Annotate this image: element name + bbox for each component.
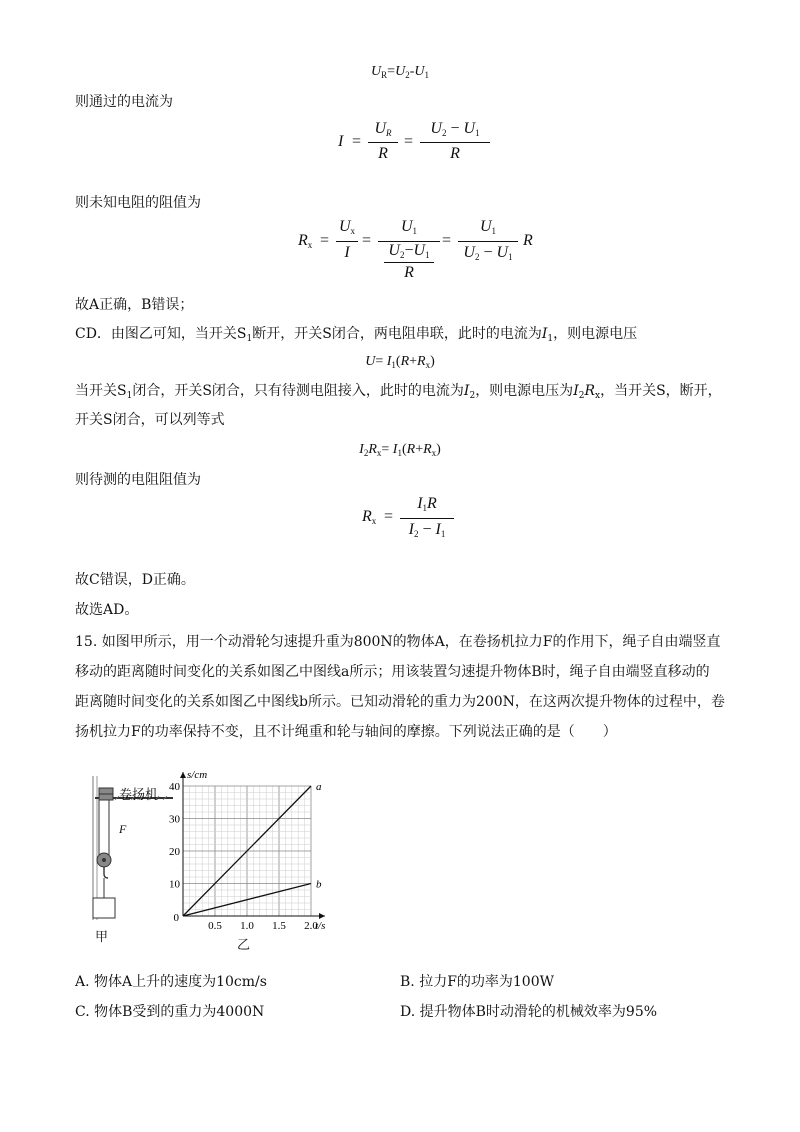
x-tick-label: 1.5 xyxy=(272,920,286,932)
answer: 故选AD。 xyxy=(75,602,139,618)
x-tick-label: 2.0 xyxy=(304,920,318,932)
chart-caption: 乙 xyxy=(237,938,251,953)
figure-yi xyxy=(165,760,350,952)
y-tick-label: 20 xyxy=(169,846,180,858)
paragraph-resistance-intro: 则未知电阻的阻值为 xyxy=(75,195,201,211)
origin-label: 0 xyxy=(173,912,179,924)
equation-i2rx: $I_2R_x= I_1(R+R_x)$ xyxy=(359,442,441,458)
choice-c[interactable]: C. 物体B受到的重力为4000N xyxy=(75,1004,265,1020)
question-15-line1: 15. 如图甲所示，用一个动滑轮匀速提升重为800N的物体A，在卷扬机拉力F的作用下，绳子自由端竖直 xyxy=(75,634,721,650)
choice-a[interactable]: A. 物体A上升的速度为10cm/s xyxy=(75,974,267,990)
paragraph-p2-line1: 当开关$S_1$闭合，开关S闭合，只有待测电阻接入，此时的电流为$I_2$，则电源电压为$I_2R_x$，当开关S，断开， xyxy=(75,383,722,401)
y-tick-label: 10 xyxy=(169,878,180,891)
equation-rx-tail: R xyxy=(523,232,533,249)
question-15-line4: 扬机拉力F的功率保持不变，且不计绳重和轮与轴间的摩擦。下列说法正确的是（ ） xyxy=(75,724,617,740)
force-label: F xyxy=(119,822,127,836)
equation-rx-final: $R_x$ = $I_1R$ $I_2 - I_1$ xyxy=(360,495,460,545)
y-tick-label: 40 xyxy=(169,781,180,793)
conclusion-ab: 故A正确，B错误； xyxy=(75,297,194,313)
figure-jia-caption: 甲 xyxy=(95,930,109,945)
equation-u: $U= I_1(R+R_x)$ xyxy=(365,354,435,370)
equation-current: I = $U_R$ R = $U_2 - U_1$ R xyxy=(330,118,490,168)
question-15-line3: 距离随时间变化的关系如图乙中图线b所示。已知动滑轮的重力为200N，在这两次提升物体的过程中，卷 xyxy=(75,694,725,710)
conclusion-cd: 故C错误，D正确。 xyxy=(75,572,195,588)
y-tick-label: 30 xyxy=(169,813,180,826)
figure-jia xyxy=(85,770,175,950)
question-15-line2: 移动的距离随时间变化的关系如图乙中图线a所示；用该装置匀速提升物体B时，绳子自由端竖直移动的 xyxy=(75,664,710,680)
winch-label: 卷扬机 xyxy=(119,788,159,803)
x-axis-arrow-icon xyxy=(319,913,325,919)
equation-rx-derivation: $R_x$ = $U_x$ I = $U_1$ $U_2-U_1$ R = $U_1$ $U_2 - U_1$ xyxy=(296,218,516,288)
equation-ur: $U_R=U_2-U_1$ xyxy=(371,64,429,80)
series-label-b: b xyxy=(316,878,322,891)
paragraph-p2-line2: 开关S闭合，可以列等式 xyxy=(75,412,225,428)
paragraph-current-intro: 则通过的电流为 xyxy=(75,94,173,110)
s-t-chart xyxy=(165,760,350,935)
paragraph-measured-intro: 则待测的电阻阻值为 xyxy=(75,472,201,488)
choice-b[interactable]: B. 拉力F的功率为100W xyxy=(400,974,555,990)
x-tick-label: 0.5 xyxy=(208,920,222,932)
object-box xyxy=(93,898,115,918)
series-label-a: a xyxy=(316,781,322,793)
x-tick-label: 1.0 xyxy=(240,920,254,932)
choice-d[interactable]: D. 提升物体B时动滑轮的机械效率为95% xyxy=(400,1004,658,1020)
y-axis-label: s/cm xyxy=(187,769,208,781)
paragraph-cd-line1: CD．由图乙可知，当开关$S_1$断开，开关S闭合，两电阻串联，此时的电流为$I_1$，则电源电压 xyxy=(75,326,638,344)
y-axis-arrow-icon xyxy=(180,772,186,778)
x-axis-label: t/s xyxy=(315,920,326,932)
